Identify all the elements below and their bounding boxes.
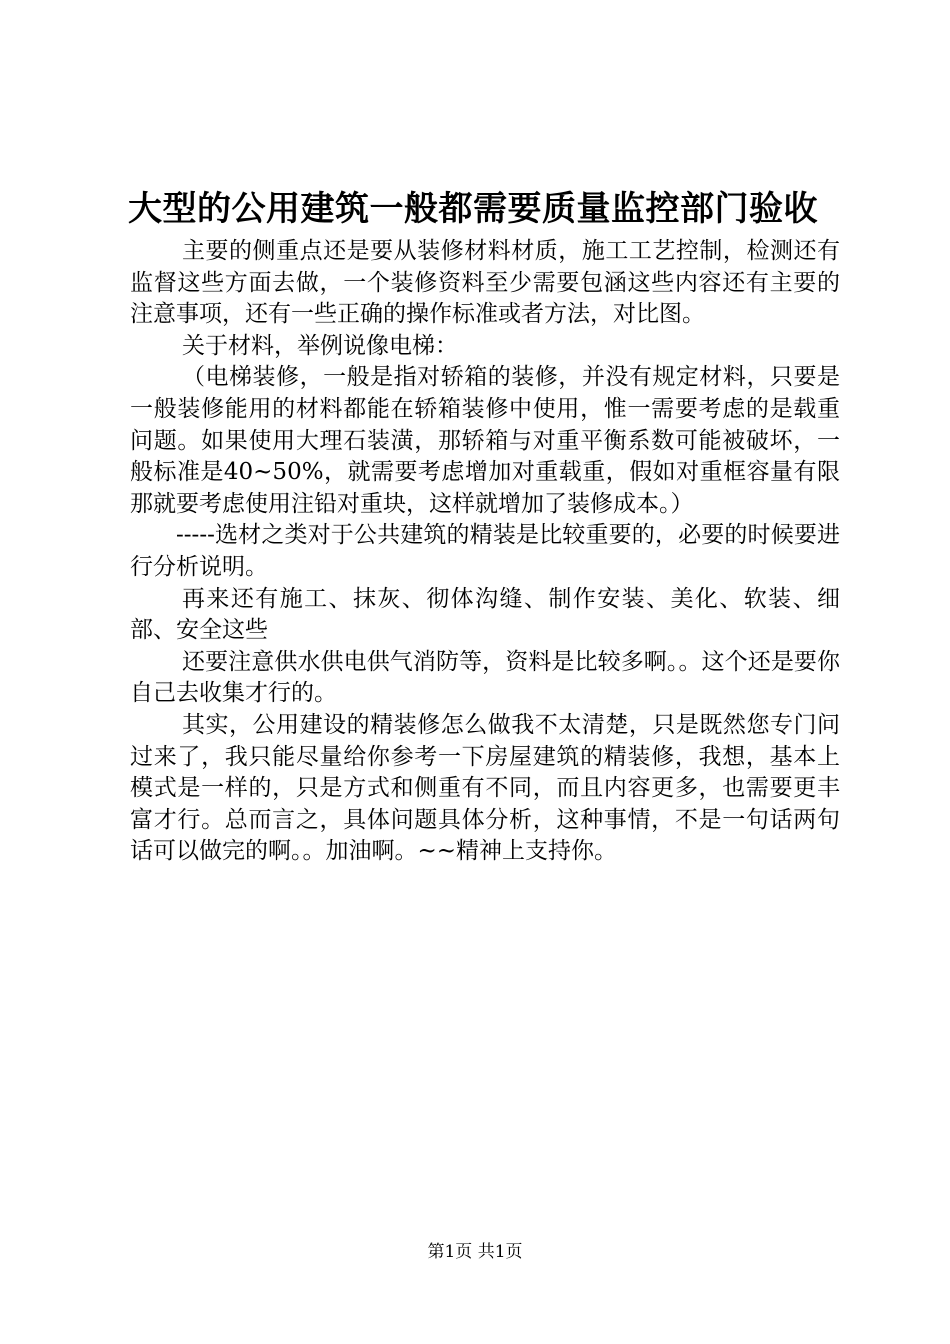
paragraph-construction-items: 再来还有施工、抹灰、彻体沟缝、制作安装、美化、软装、细部、安全这些: [130, 585, 840, 644]
paragraph-conclusion: 其实，公用建设的精装修怎么做我不太清楚，只是既然您专门问过来了，我只能尽量给你参考一下房屋建筑的精装修，我想，基本上模式是一样的，只是方式和侧重有不同，而且内容更多，也需要更丰富才行。总而言之，具体问题具体分析，这种事情，不是一句话两句话可以做完的啊。。加油啊。~~精神上支持你。: [130, 711, 840, 865]
paragraph-materials-intro: 关于材料，举例说像电梯：: [182, 332, 458, 359]
document-body: [130, 236, 840, 868]
page-footer: 第1页 共1页: [427, 1242, 523, 1262]
paragraph-utilities: 还要注意供水供电供气消防等，资料是比较多啊。。这个还是要你自己去收集才行的。: [130, 648, 840, 707]
paragraph-focus: 主要的侧重点还是要从装修材料材质，施工工艺控制，检测还有监督这些方面去做，一个装修资料至少需要包涵这些内容还有主要的注意事项，还有一些正确的操作标准或者方法，对比图。: [130, 238, 840, 328]
document-title: 大型的公用建筑一般都需要质量监控部门验收: [128, 189, 818, 229]
paragraph-material-selection: -----选材之类对于公共建筑的精装是比较重要的，必要的时候要进行分析说明。: [130, 522, 840, 580]
paragraph-elevator-note: （电梯装修，一般是指对轿箱的装修，并没有规定材料，只要是一般装修能用的材料都能在轿箱装修中使用，惟一需要考虑的是载重问题。如果使用大理石装潢，那轿箱与对重平衡系数可能被破坏，一般标准是40~50%，就需要考虑增加对重载重，假如对重框容量有限那就要考虑使用注铅对重块，这样就增加了装修成本。）: [130, 364, 840, 517]
